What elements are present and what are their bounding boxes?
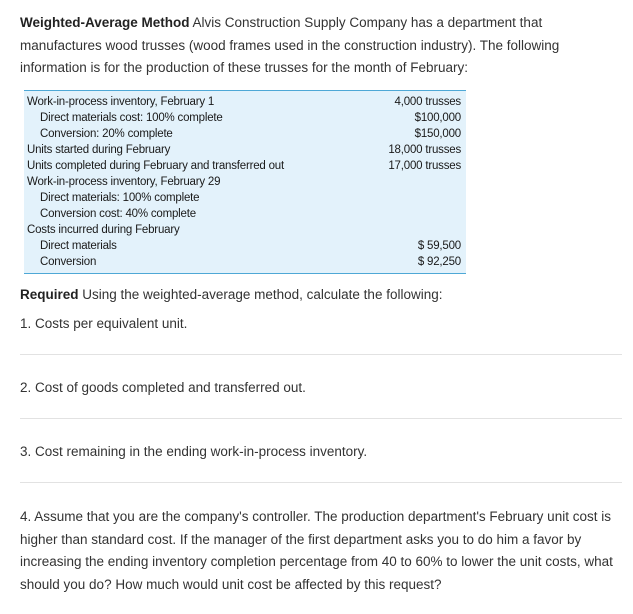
table-row — [24, 126, 466, 142]
table-row — [24, 158, 466, 174]
problem-intro — [20, 12, 620, 80]
row-value: $100,000 — [414, 112, 461, 124]
row-label: Work-in-process inventory, February 1 — [27, 96, 215, 108]
row-value: 17,000 trusses — [388, 160, 461, 172]
question-divider — [20, 354, 622, 355]
intro-heading: Weighted-Average Method — [20, 15, 190, 30]
row-value: $ 92,250 — [417, 256, 461, 268]
row-label: Direct materials — [40, 240, 117, 252]
row-value: $150,000 — [414, 128, 461, 140]
question-3: 3. Cost remaining in the ending work-in-process inventory. — [20, 444, 368, 459]
required-instructions — [20, 284, 442, 306]
row-label: Direct materials cost: 100% complete — [40, 112, 223, 124]
question-1: 1. Costs per equivalent unit. — [20, 316, 188, 331]
table-row — [24, 238, 466, 254]
row-label: Work-in-process inventory, February 29 — [27, 176, 221, 188]
question-4: 4. Assume that you are the company's controller. The production department's February unit cost is higher than standard cost. If the manager of the first department asks you to do him a favor by increasing the ending inventory completion percentage from 40 to 60% to lower the unit costs, what should you do? How much would unit cost be affected by this request? — [20, 509, 613, 592]
table-row — [24, 254, 466, 270]
table-row — [24, 206, 466, 222]
row-label: Units completed during February and transferred out — [27, 160, 284, 172]
table-row — [24, 190, 466, 206]
row-value: 18,000 trusses — [388, 144, 461, 156]
question-2: 2. Cost of goods completed and transferred out. — [20, 380, 306, 395]
question-divider — [20, 482, 622, 483]
row-value: 4,000 trusses — [394, 96, 461, 108]
table-row — [24, 142, 466, 158]
production-data-table — [24, 90, 466, 274]
row-value: $ 59,500 — [417, 240, 461, 252]
row-label: Conversion: 20% complete — [40, 128, 173, 140]
intro-text: Alvis Construction Supply Company has a department that manufactures wood trusses (wood frames used in the construction industry). The following information is for the production of these trusses for the month of February: — [20, 15, 560, 75]
table-row — [24, 222, 466, 238]
row-label: Units started during February — [27, 144, 171, 156]
table-row — [24, 94, 466, 110]
table-row — [24, 174, 466, 190]
row-label: Conversion cost: 40% complete — [40, 208, 196, 220]
required-heading: Required — [20, 287, 79, 302]
required-text: Using the weighted-average method, calculate the following: — [78, 287, 443, 302]
table-row — [24, 110, 466, 126]
question-divider — [20, 418, 622, 419]
row-label: Conversion — [40, 256, 97, 268]
row-label: Costs incurred during February — [27, 224, 180, 236]
row-label: Direct materials: 100% complete — [40, 192, 200, 204]
